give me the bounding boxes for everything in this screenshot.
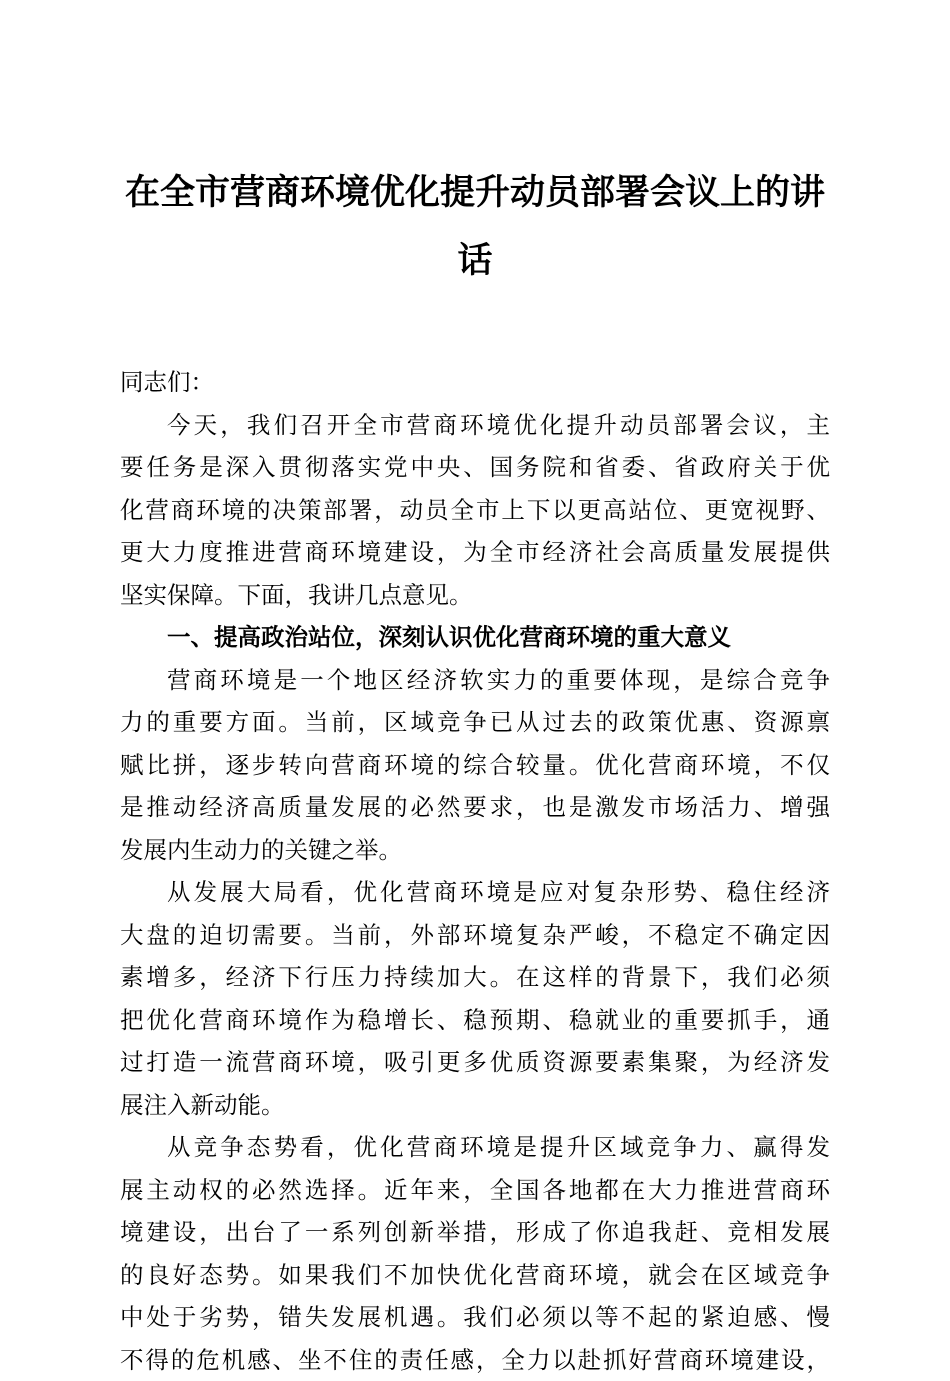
body-line: 从发展大局看，优化营商环境是应对复杂形势、稳住经济 [120,871,830,914]
body-line: 发展内生动力的关键之举。 [120,829,830,872]
body-line: 境建设，出台了一系列创新举措，形成了你追我赶、竞相发展 [120,1211,830,1254]
body-line: 不得的危机感、坐不住的责任感，全力以赴抓好营商环境建设， [120,1339,830,1381]
body-line: 的良好态势。如果我们不加快优化营商环境，就会在区域竞争 [120,1254,830,1297]
body-line: 把优化营商环境作为稳增长、稳预期、稳就业的重要抓手，通 [120,999,830,1042]
body-line: 化营商环境的决策部署，动员全市上下以更高站位、更宽视野、 [120,489,830,532]
document-body [120,361,830,1381]
body-lines [120,404,830,1381]
document-title-line-1: 在全市营商环境优化提升动员部署会议上的讲 [100,171,850,215]
body-line: 今天，我们召开全市营商环境优化提升动员部署会议，主 [120,404,830,447]
body-line: 要任务是深入贯彻落实党中央、国务院和省委、省政府关于优 [120,446,830,489]
body-line: 展主动权的必然选择。近年来，全国各地都在大力推进营商环 [120,1169,830,1212]
body-line: 素增多，经济下行压力持续加大。在这样的背景下，我们必须 [120,956,830,999]
body-line: 力的重要方面。当前，区域竞争已从过去的政策优惠、资源禀 [120,701,830,744]
body-line: 营商环境是一个地区经济软实力的重要体现，是综合竞争 [120,659,830,702]
body-line: 是推动经济高质量发展的必然要求，也是激发市场活力、增强 [120,786,830,829]
body-line: 赋比拼，逐步转向营商环境的综合较量。优化营商环境，不仅 [120,744,830,787]
body-line: 大盘的迫切需要。当前，外部环境复杂严峻，不稳定不确定因 [120,914,830,957]
salutation: 同志们： [120,361,830,404]
document-title-line-2: 话 [100,239,850,283]
body-line: 从竞争态势看，优化营商环境是提升区域竞争力、赢得发 [120,1126,830,1169]
body-line: 展注入新动能。 [120,1084,830,1127]
body-line: 过打造一流营商环境，吸引更多优质资源要素集聚，为经济发 [120,1041,830,1084]
body-line: 中处于劣势，错失发展机遇。我们必须以等不起的紧迫感、慢 [120,1296,830,1339]
body-line: 坚实保障。下面，我讲几点意见。 [120,574,830,617]
body-line: 更大力度推进营商环境建设，为全市经济社会高质量发展提供 [120,531,830,574]
section-heading: 一、提高政治站位，深刻认识优化营商环境的重大意义 [120,616,830,659]
